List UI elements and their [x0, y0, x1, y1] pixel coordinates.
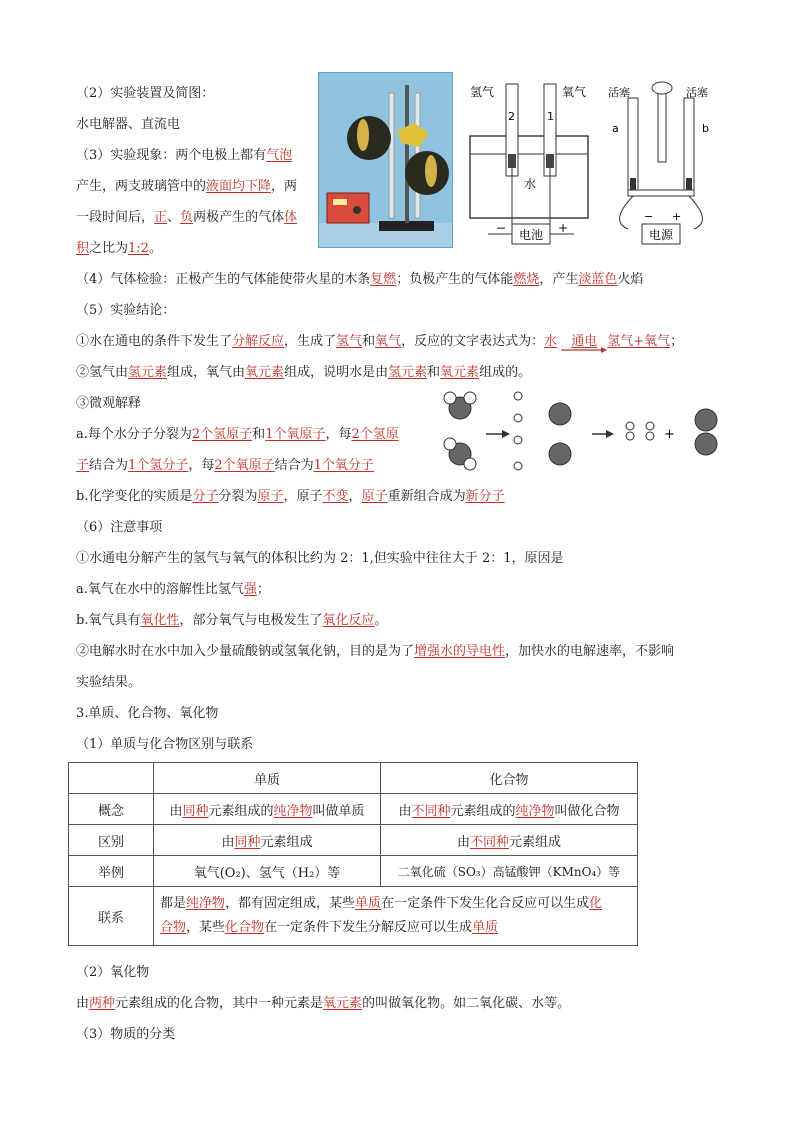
table-cell: 氧气(O₂)、氢气（H₂）等 — [154, 856, 381, 887]
note-4: ②电解水时在水中加入少量硫酸钠或氢氧化钠，目的是为了增强水的导电性，加快水的电解速率，不影响 — [76, 644, 675, 659]
note-4-cont: 实验结果。 — [76, 675, 142, 690]
note-3: b.氧气具有氧化性，部分氧气与电极发生了氧化反应。 — [76, 613, 388, 628]
classification-title: （3）物质的分类 — [76, 1027, 176, 1042]
section-6-title: （6）注意事项 — [76, 520, 163, 535]
table-cell — [69, 763, 154, 794]
micro-line-a2: 子结合为1个氢分子，每2个氧原子结合为1个氧分子 — [76, 458, 374, 473]
label-b: b — [702, 122, 709, 135]
molecule-diagram — [440, 388, 730, 478]
row-label: 区别 — [69, 825, 154, 856]
table-row — [69, 887, 638, 946]
valve-right-label: 活塞 — [686, 86, 708, 99]
conclusion-line-2: ②氢气由氢元素组成，氧气由氧元素组成，说明水是由氢元素和氧元素组成的。 — [76, 365, 532, 380]
micro-title: ③微观解释 — [76, 396, 142, 411]
oxide-title: （2）氧化物 — [76, 965, 150, 980]
table-cell: 都是纯净物，都有固定组成，某些单质在一定条件下发生化合反应可以生成化 合物，某些化合物在一定条件下发生分解反应可以生成单质 — [154, 887, 638, 946]
battery-plus: + — [558, 221, 569, 235]
table-row — [69, 825, 638, 856]
reaction-arrow-icon — [561, 346, 607, 354]
section-5-title: （5）实验结论： — [76, 303, 176, 318]
water-label: 水 — [524, 177, 537, 191]
table-cell: 由同种元素组成的纯净物叫做单质 — [154, 794, 381, 825]
h2-label: 氢气 — [470, 85, 495, 99]
table-header-compound: 化合物 — [381, 763, 638, 794]
molecule-plus: + — [664, 427, 675, 442]
observation-line-3: 一段时间后，正、负两极产生的气体体 — [76, 210, 298, 225]
table-cell: 由同种元素组成 — [154, 825, 381, 856]
section-2-title: （2）实验装置及简图： — [76, 86, 215, 101]
gas-test-line: （4）气体检验：正极产生的气体能使带火星的木条复燃；负极产生的气体能燃烧，产生淡蓝色火焰 — [76, 272, 644, 287]
observation-line-4: 积之比为1:2。 — [76, 241, 162, 256]
comparison-table — [68, 762, 638, 946]
conclusion-line-1: ①水在通电的条件下发生了分解反应，生成了氢气和氧气，反应的文字表达式为：水 通电 氢气+氧气； — [76, 333, 683, 351]
tube-2-label: 2 — [508, 110, 515, 123]
apparatus-photo — [318, 72, 453, 248]
row-label: 举例 — [69, 856, 154, 887]
micro-line-b: b.化学变化的实质是分子分裂为原子，原子不变，原子重新组合成为新分子 — [76, 489, 505, 504]
o2-label: 氧气 — [562, 85, 587, 99]
table-cell: 由不同种元素组成的纯净物叫做化合物 — [381, 794, 638, 825]
battery-minus: − — [496, 221, 507, 235]
note-1: ①水通电分解产生的氢气与氧气的体积比约为 2：1,但实验中往往大于 2：1，原因是 — [76, 551, 564, 566]
battery-label: 电池 — [519, 228, 544, 242]
table-cell: 二氧化硫（SO₃）高锰酸钾（KMnO₄）等 — [381, 856, 638, 887]
subsection-1-title: （1）单质与化合物区别与联系 — [76, 737, 254, 752]
table-cell: 由不同种元素组成 — [381, 825, 638, 856]
table-row — [69, 856, 638, 887]
note-2: a.氧气在水中的溶解性比氢气强； — [76, 582, 270, 597]
oxide-definition: 由两种元素组成的化合物，其中一种元素是氧元素的叫做氧化物。如二氧化碳、水等。 — [76, 996, 571, 1011]
label-a: a — [612, 122, 619, 135]
table-row — [69, 794, 638, 825]
power-label: 电源 — [649, 228, 674, 242]
section-3-title: 3.单质、化合物、氧化物 — [76, 706, 219, 721]
observation-line-1: （3）实验现象：两个电极上都有气泡 — [76, 148, 293, 163]
equation-condition: 通电 — [571, 334, 598, 349]
power-plus: + — [672, 210, 682, 223]
observation-line-2: 产生，两支玻璃管中的液面均下降，两 — [76, 179, 298, 194]
power-minus: − — [644, 210, 654, 223]
hoffman-diagram — [606, 74, 718, 250]
valve-left-label: 活塞 — [608, 86, 630, 99]
device-text: 水电解器、直流电 — [76, 117, 181, 132]
row-label: 联系 — [69, 887, 154, 946]
table-header-element: 单质 — [154, 763, 381, 794]
electrolysis-diagram — [466, 74, 594, 250]
micro-line-a1: a.每个水分子分裂为2个氢原子和1个氧原子，每2个氢原 — [76, 427, 399, 442]
tube-1-label: 1 — [547, 110, 554, 123]
row-label: 概念 — [69, 794, 154, 825]
table-row — [69, 763, 638, 794]
